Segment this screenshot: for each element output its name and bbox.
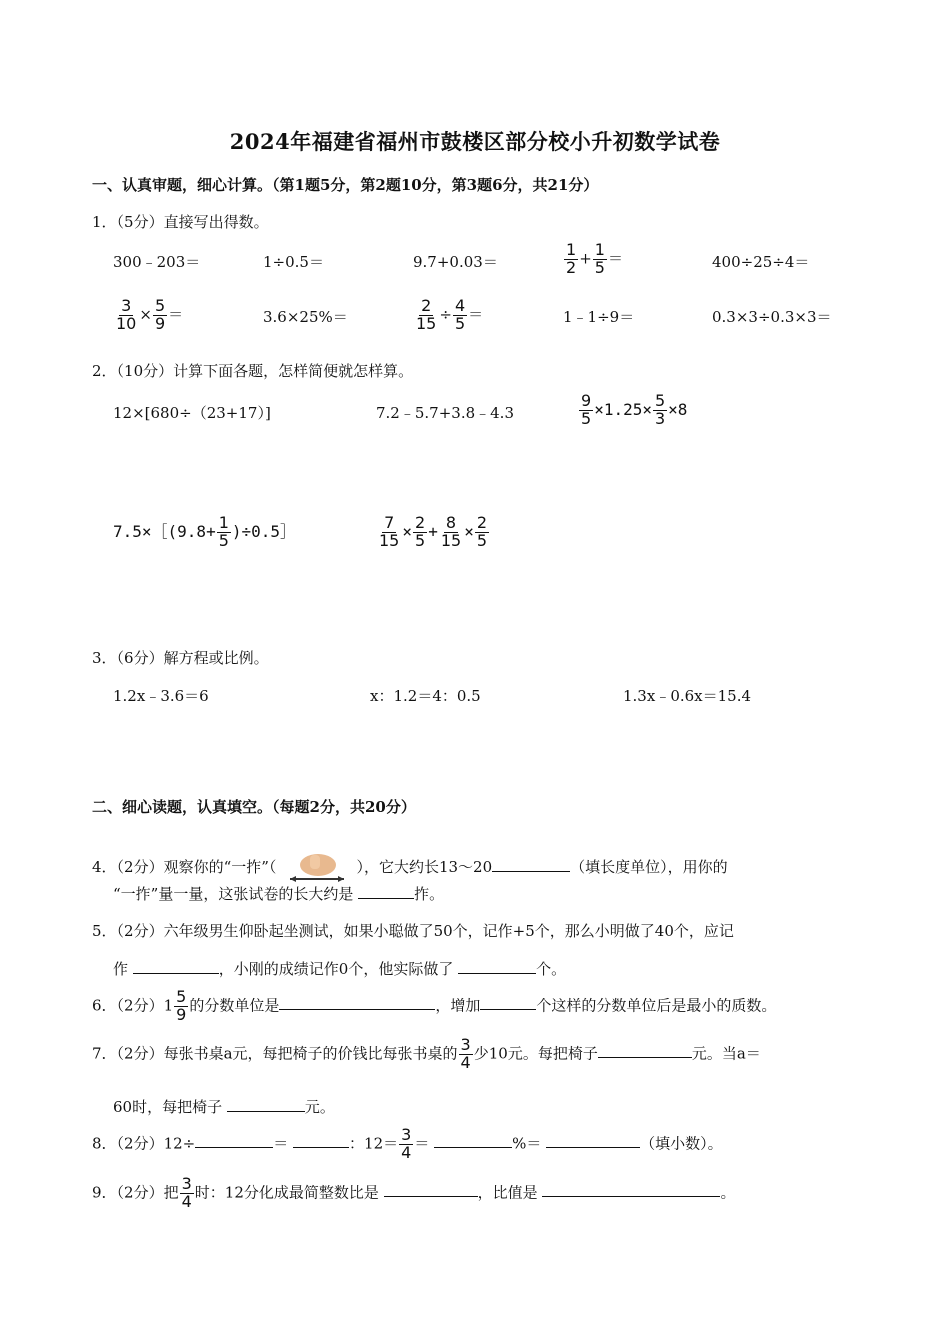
question-8: 8．（2分）12÷ ＝ ：12＝ $\frac{3}{4}$ ＝ %＝ （填小数）。 [92, 1125, 723, 1162]
q1-item-3: 9.7+0.03＝ [413, 253, 498, 271]
blank-record[interactable] [133, 959, 219, 974]
blank-unit-fraction[interactable] [279, 995, 435, 1010]
q1-item-4: $\frac{1}{2}$ + $\frac{1}{5}$ ＝ [566, 240, 623, 277]
page-title: 2024年福建省福州市鼓楼区部分校小升初数学试卷 [229, 129, 721, 154]
blank-ratio-value[interactable] [542, 1182, 720, 1197]
q1-item-9: 1﹣1÷9＝ [563, 308, 635, 326]
blank-ratio[interactable] [293, 1133, 349, 1148]
question-6: 6．（2分）1 $\frac{5}{9}$ 的分数单位是 ，增加 个这样的分数单位后是最小的质数。 [92, 987, 777, 1024]
question-4: 4．（2分）观察你的“一拃”（ ），它大约长13～20 （填长度单位），用你的 [92, 853, 728, 883]
q1-item-10: 0.3×3÷0.3×3＝ [712, 308, 832, 326]
fraction: $\frac{1}{2}$ [566, 240, 577, 277]
question-7-cont: 60时，每把椅子 元。 [113, 1098, 335, 1116]
q2-expr-1: 12×[680÷（23+17）] [113, 404, 271, 422]
q3-eq-3: 1.3x﹣0.6x＝15.4 [623, 687, 752, 705]
q1-item-1: 300﹣203＝ [113, 253, 201, 271]
blank-chair-price[interactable] [598, 1043, 692, 1058]
blank-simplest-ratio[interactable] [384, 1182, 478, 1197]
blank-count[interactable] [458, 959, 536, 974]
q2-expr-4: 7.5×［(9.8+ $\frac{1}{5}$ )÷0.5］ [113, 513, 297, 550]
q2-expr-2: 7.2﹣5.7+3.8﹣4.3 [376, 404, 514, 422]
q2-expr-3: $\frac{9}{5}$ ×1.25× $\frac{5}{3}$ ×8 [581, 391, 688, 428]
fraction: $\frac{1}{5}$ [594, 240, 605, 277]
section-1-heading: 一、认真审题，细心计算。（第1题5分，第2题10分，第3题6分，共21分） [92, 176, 599, 194]
q1-item-7: 3.6×25%＝ [263, 308, 348, 326]
blank-percent[interactable] [434, 1133, 512, 1148]
q1-item-6: $\frac{3}{10}$ × $\frac{5}{9}$ ＝ [116, 296, 184, 333]
question-5-cont: 作 ，小刚的成绩记作0个，他实际做了 个。 [113, 960, 567, 978]
q1-item-5: 400÷25÷4＝ [712, 253, 810, 271]
blank-decimal[interactable] [546, 1133, 640, 1148]
question-5: 5．（2分）六年级男生仰卧起坐测试，如果小聪做了50个，记作+5个，那么小明做了40个，应记 [92, 922, 734, 940]
blank-length[interactable] [358, 884, 414, 899]
question-2-label: 2．（10分）计算下面各题，怎样简便就怎样算。 [92, 362, 414, 380]
section-2-heading: 二、细心读题，认真填空。（每题2分，共20分） [92, 798, 416, 816]
question-9: 9．（2分）把 $\frac{3}{4}$ 时：12分化成最简整数比是 ，比值是 。 [92, 1174, 736, 1211]
hand-span-icon [276, 853, 356, 883]
q3-eq-1: 1.2x﹣3.6＝6 [113, 687, 209, 705]
question-7: 7．（2分）每张书桌a元，每把椅子的价钱比每张书桌的 $\frac{3}{4}$ 少10元。每把椅子 元。当a＝ [92, 1035, 761, 1072]
q1-item-8: $\frac{2}{15}$ ÷ $\frac{4}{5}$ ＝ [416, 296, 484, 333]
question-3-label: 3．（6分）解方程或比例。 [92, 649, 269, 667]
q3-eq-2: x：1.2＝4：0.5 [370, 687, 481, 705]
blank-add-count[interactable] [480, 995, 536, 1010]
question-1-label: 1．（5分）直接写出得数。 [92, 213, 269, 231]
blank-unit[interactable] [492, 857, 570, 872]
q1-item-2: 1÷0.5＝ [263, 253, 324, 271]
blank-divisor[interactable] [195, 1133, 273, 1148]
q2-expr-5: $\frac{7}{15}$ × $\frac{2}{5}$ + $\frac{8}{15}$ × $\frac{2}{5}$ [379, 513, 488, 550]
blank-chair-value[interactable] [227, 1097, 305, 1112]
question-4-cont: “一拃”量一量，这张试卷的长大约是 拃。 [113, 885, 445, 903]
